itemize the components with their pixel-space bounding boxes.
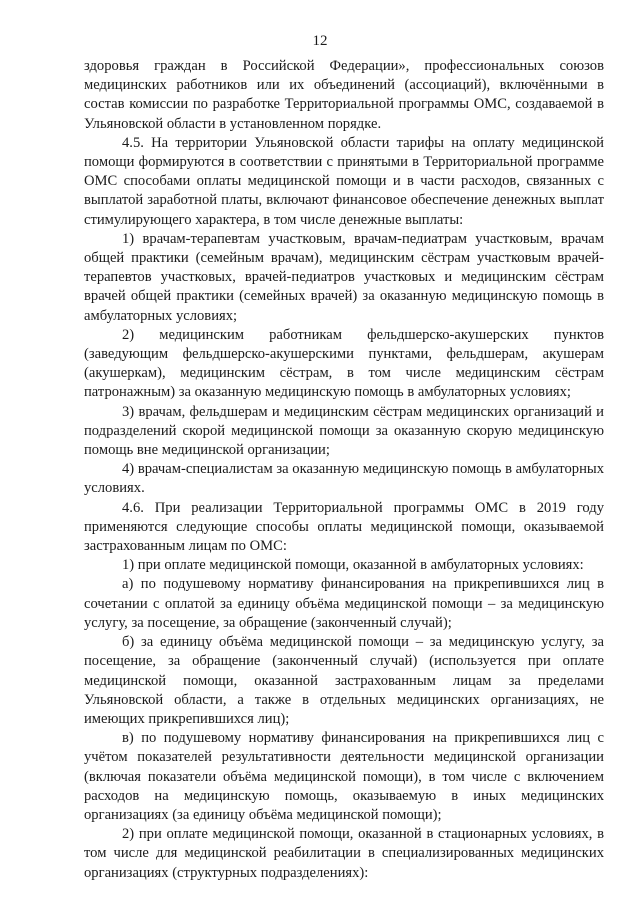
paragraph-4-5: 4.5. На территории Ульяновской области тарифы на оплату медицинской помощи формируются в соответствии с принятыми в Территориальной программе ОМС способами оплаты медицинской помощи и в части расходов, связанных с выплатой заработной платы, включают финансовое обеспечение денежных выплат стимулирующего характера, в том числе денежные выплаты: bbox=[84, 134, 604, 228]
document-body bbox=[84, 57, 604, 883]
paragraph-sub-v: в) по подушевому нормативу финансирования на прикрепившихся лиц с учётом показателей результативности деятельности медицинской организации (включая показатели объёма медицинской помощи), в том числе с включением расходов на медицинскую помощь, оказываемую в иных медицинских организациях (за единицу объёма медицинской помощи); bbox=[84, 730, 604, 823]
paragraph-4-6: 4.6. При реализации Территориальной программы ОМС в 2019 году применяются следующие способы оплаты медицинской помощи, оказываемой застрахованным лицам по ОМС: bbox=[84, 499, 604, 555]
paragraph-continuation: здоровья граждан в Российской Федерации», профессиональных союзов медицинских работников или их объединений (ассоциаций), включёнными в состав комиссии по разработке Территориальной программы ОМС, создаваемой в Ульяновской области в установленном порядке. bbox=[84, 58, 604, 132]
paragraph-sub-b: б) за единицу объёма медицинской помощи – за медицинскую услугу, за посещение, за обращение (законченный случай) (используется при оплате медицинской помощи, оказанной застрахованным лицам за пределами Ульяновской области, а также в отдельных медицинских организациях, не имеющих прикрепившихся лиц); bbox=[84, 634, 604, 727]
paragraph-item-4: 4) врачам-специалистам за оказанную медицинскую помощь в амбулаторных условиях. bbox=[84, 461, 604, 497]
paragraph-outpatient: 1) при оплате медицинской помощи, оказанной в амбулаторных условиях: bbox=[122, 557, 584, 574]
paragraph-item-3: 3) врачам, фельдшерам и медицинским сёстрам медицинских организаций и подразделений скорой медицинской помощи за оказанную скорую медицинскую помощь вне медицинской организации; bbox=[84, 403, 604, 459]
page-number: 12 bbox=[312, 33, 328, 49]
paragraph-item-1: 1) врачам-терапевтам участковым, врачам-педиатрам участковым, врачам общей практики (семейным врачам), медицинским сёстрам участковым врачей-терапевтов участковых, врачей-педиатров участковых и медицинским сёстрам врачей общей практики (семейных врачей) за оказанную медицинскую помощь в амбулаторных условиях; bbox=[84, 230, 604, 324]
paragraph-sub-a: а) по подушевому нормативу финансирования на прикрепившихся лиц в сочетании с оплатой за единицу объёма медицинской помощи – за медицинскую услугу, за посещение, за обращение (законченный случай); bbox=[84, 576, 604, 631]
paragraph-inpatient: 2) при оплате медицинской помощи, оказанной в стационарных условиях, в том числе для медицинской реабилитации в специализированных медицинских организациях (структурных подразделениях): bbox=[84, 826, 604, 881]
paragraph-item-2: 2) медицинским работникам фельдшерско-акушерских пунктов (заведующим фельдшерско-акушерскими пунктами, фельдшерам, акушерам (акушеркам), медицинским сёстрам, в том числе медицинским сёстрам патронажным) за оказанную медицинскую помощь в амбулаторных условиях; bbox=[84, 326, 604, 401]
